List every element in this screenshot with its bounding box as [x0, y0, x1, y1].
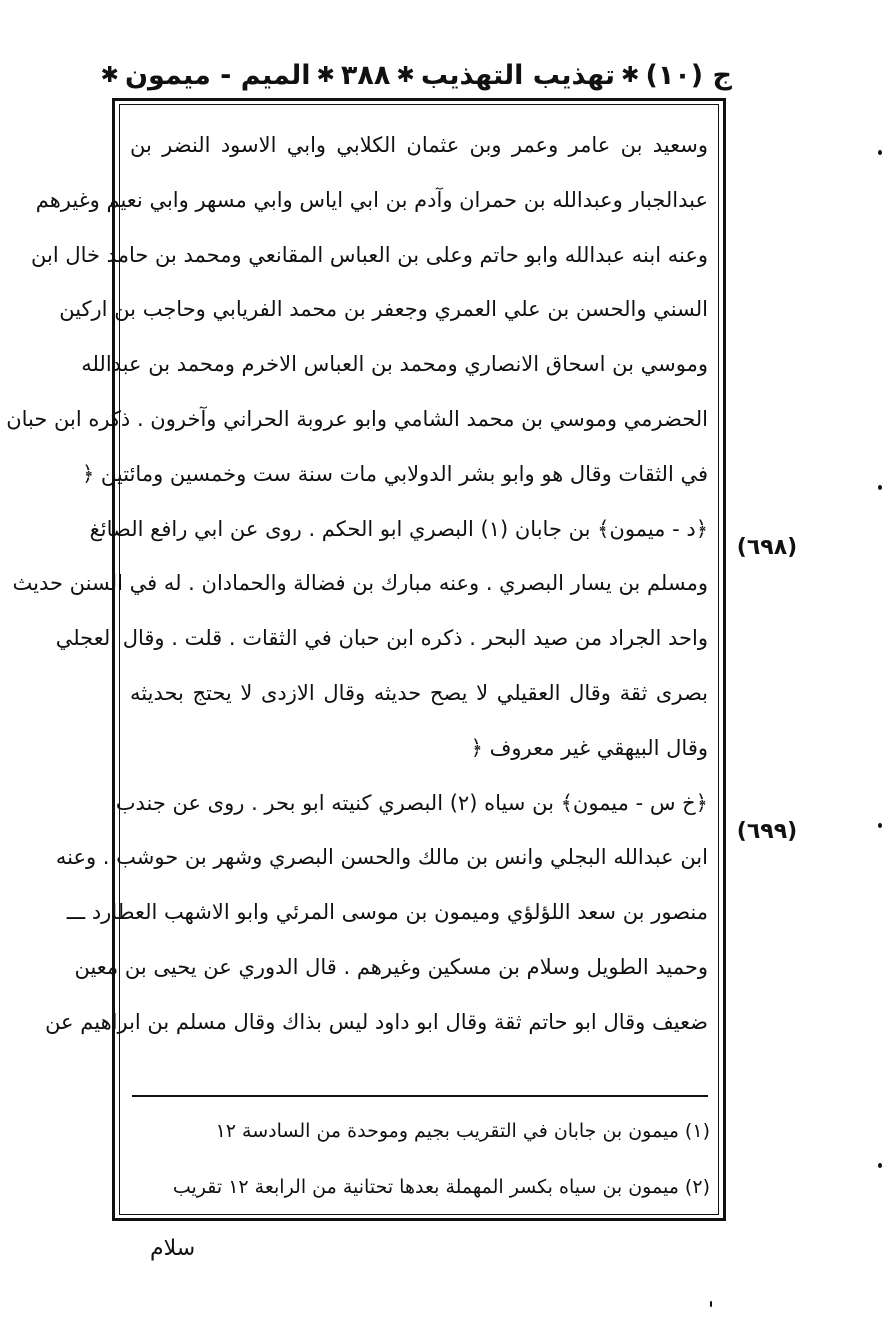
- text-line: منصور بن سعد اللؤلؤي وميمون بن موسى المرئي وابو الاشهب العطارد ـــ: [66, 900, 708, 925]
- scan-speck: [710, 1301, 712, 1307]
- text-line: ومسلم بن يسار البصري . وعنه مبارك بن فضالة والحمادان . له في السنن حديث: [12, 571, 708, 596]
- text-line: وسعيد بن عامر وعمر وبن عثمان الكلابي وابي الاسود النضر بن: [130, 133, 708, 157]
- book-title: تهذيب التهذيب: [420, 59, 616, 91]
- scan-speck: [878, 150, 882, 155]
- text-line: وموسي بن اسحاق الانصاري ومحمد بن العباس الاخرم ومحمد بن عبدالله: [81, 352, 708, 377]
- entry-number: (٦٩٩): [736, 819, 798, 844]
- footnotes: [135, 1103, 710, 1215]
- footnote: (١) ميمون بن جابان في التقريب بجيم وموحدة من السادسة ١٢: [215, 1120, 710, 1142]
- ornament-icon: ✱: [100, 62, 119, 88]
- footnote: (٢) ميمون بن سياه بكسر المهملة بعدها تحتانية من الرابعة ١٢ تقريب: [172, 1176, 710, 1198]
- footnote-divider: [132, 1095, 708, 1097]
- entry-heading-line: ﴿د - ميمون﴾ بن جابان (١) البصري ابو الحكم . روى عن ابي رافع الصائغ: [89, 516, 708, 541]
- entry-heading-line: ﴿خ س - ميمون﴾ بن سياه (٢) البصري كنيته ابو بحر . روى عن جندب: [115, 790, 708, 815]
- text-line: ضعيف وقال ابو حاتم ثقة وقال ابو داود ليس بذاك وقال مسلم بن ابراهيم عن: [45, 1009, 708, 1034]
- ornament-icon: ✱: [621, 62, 640, 88]
- entry-number: (٦٩٨): [736, 535, 798, 560]
- volume-label: ج (١٠): [645, 59, 732, 91]
- text-line: واحد الجراد من صيد البحر . ذكره ابن حبان في الثقات . قلت . وقال العجلي: [55, 626, 708, 651]
- text-line: عبدالجبار وعبدالله بن حمران وآدم بن ابي اياس وابي مسهر وابي نعيم وغيرهم: [35, 187, 708, 212]
- main-text: [6, 118, 708, 1050]
- page-number: ٣٨٨: [340, 59, 391, 91]
- ornament-icon: ✱: [316, 62, 335, 88]
- text-line: ابن عبدالله البجلي وانس بن مالك والحسن البصري وشهر بن حوشب . وعنه: [55, 845, 708, 870]
- text-line: وقال البيهقي غير معروف ﴿: [470, 735, 708, 760]
- scan-speck: [878, 823, 882, 828]
- text-line: السني والحسن بن علي العمري وجعفر بن محمد الفريابي وحاجب بن اركين: [59, 297, 708, 322]
- catchword: سلام: [150, 1236, 196, 1261]
- text-line: الحضرمي وموسي بن محمد الشامي وابو عروبة الحراني وآخرون . ذكره ابن حبان: [6, 406, 708, 431]
- text-line: بصرى ثقة وقال العقيلي لا يصح حديثه وقال الازدى لا يحتج بحديثه: [130, 680, 708, 705]
- scan-speck: [878, 1163, 882, 1168]
- text-line: وحميد الطويل وسلام بن مسكين وغيرهم . قال الدوري عن يحيى بن معين: [74, 954, 708, 979]
- text-line: في الثقات وقال هو وابو بشر الدولابي مات سنة ست وخمسين ومائتين ﴿: [81, 461, 708, 486]
- page-header: [100, 52, 732, 98]
- scan-speck: [878, 485, 882, 490]
- text-line: وعنه ابنه عبدالله وابو حاتم وعلى بن العباس المقانعي ومحمد بن حامد خال ابن: [31, 242, 708, 267]
- section-label: الميم - ميمون: [124, 59, 311, 91]
- ornament-icon: ✱: [396, 62, 415, 88]
